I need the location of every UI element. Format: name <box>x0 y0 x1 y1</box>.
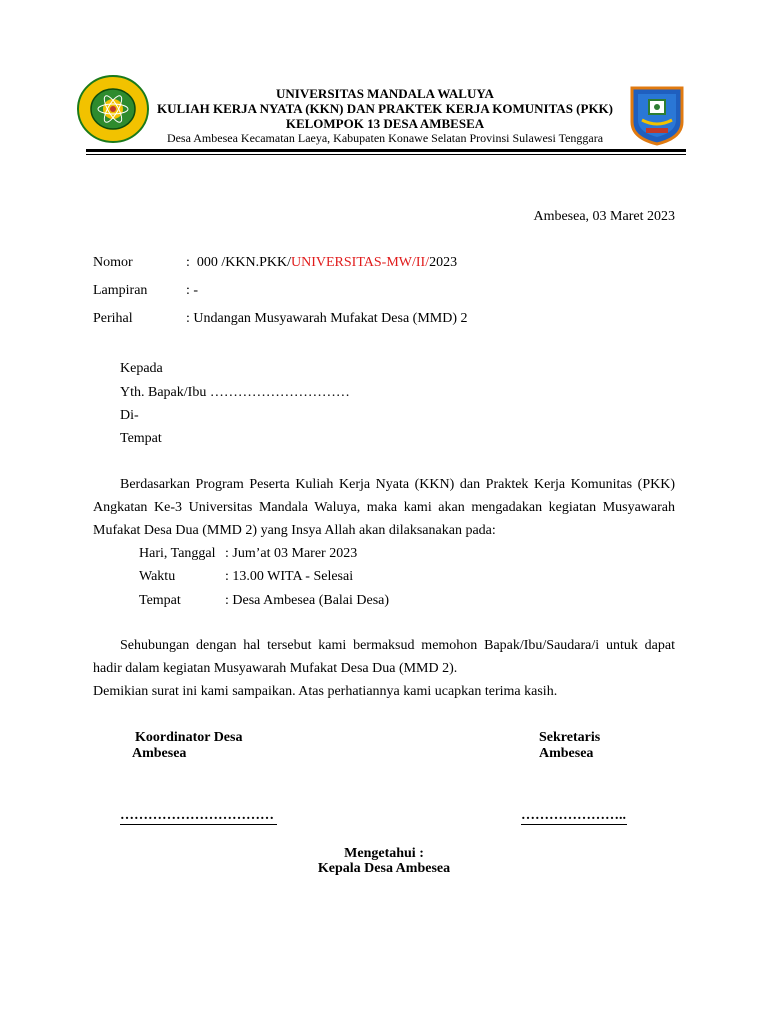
header-program: KULIAH KERJA NYATA (KKN) DAN PRAKTEK KERJA KOMUNITAS (PKK) <box>157 101 613 116</box>
header-divider-thin <box>86 154 686 155</box>
recipient-line-4: Tempat <box>120 431 162 446</box>
recipient-line-2: Yth. Bapak/Ibu ………………………… <box>120 385 350 400</box>
meta-label-attachment: Lampiran <box>93 283 148 298</box>
meta-label-number: Nomor <box>93 255 133 270</box>
sign-right-dots: ………………….. <box>521 808 626 823</box>
sign-left-title-1: Koordinator Desa <box>135 730 243 745</box>
letter-date: Ambesea, 03 Maret 2023 <box>533 209 675 224</box>
detail-value-place: : Desa Ambesea (Balai Desa) <box>225 593 390 608</box>
meta-value-number: : 000 /KKN.PKK/UNIVERSITAS-MW/II/2023 <box>186 255 458 270</box>
sign-right-underline <box>521 824 627 825</box>
header-divider-thick <box>86 149 686 152</box>
body-p1-line1: Berdasarkan Program Peserta Kuliah Kerja Nyata (KKN) dan Praktek Kerja Komunitas (PKK) <box>120 477 675 492</box>
header-group: KELOMPOK 13 DESA AMBESEA <box>285 116 485 131</box>
sign-left-underline <box>120 824 277 825</box>
detail-label-day: Hari, Tanggal <box>139 546 216 561</box>
detail-label-place: Tempat <box>139 593 181 608</box>
meta-value-subject: : Undangan Musyawarah Mufakat Desa (MMD) 2 <box>186 311 468 326</box>
body-p1-line3: Mufakat Desa Dua (MMD 2) yang Insya Allah akan dilaksanakan pada: <box>93 523 496 538</box>
university-logo <box>76 74 150 144</box>
body-p1-line2: Angkatan Ke-3 Universitas Mandala Waluya, maka kami akan mengadakan kegiatan Musyawarah <box>93 500 675 515</box>
recipient-line-3: Di- <box>120 408 139 423</box>
detail-label-time: Waktu <box>139 569 176 584</box>
regency-emblem <box>628 84 686 146</box>
recipient-line-1: Kepada <box>120 361 163 376</box>
detail-value-time: : 13.00 WITA - Selesai <box>225 569 354 584</box>
sign-left-title-2: Ambesea <box>132 746 187 761</box>
meta-label-subject: Perihal <box>93 311 133 326</box>
sign-left-dots: …………………………… <box>120 808 274 823</box>
sign-right-title-2: Ambesea <box>539 746 594 761</box>
acknowledge-title: Kepala Desa Ambesea <box>317 861 451 876</box>
header-address: Desa Ambesea Kecamatan Laeya, Kabupaten Konawe Selatan Provinsi Sulawesi Tenggara <box>166 131 604 145</box>
header-university: UNIVERSITAS MANDALA WALUYA <box>276 86 494 101</box>
meta-value-attachment: : - <box>186 283 199 298</box>
body-p2-line1: Sehubungan dengan hal tersebut kami bermaksud memohon Bapak/Ibu/Saudara/i untuk dapat <box>120 638 675 653</box>
body-closing: Demikian surat ini kami sampaikan. Atas perhatiannya kami ucapkan terima kasih. <box>93 684 558 699</box>
sign-right-title-1: Sekretaris <box>539 730 601 745</box>
acknowledge-label: Mengetahui : <box>344 846 424 861</box>
body-p2-line2: hadir dalam kegiatan Musyawarah Mufakat Desa Dua (MMD 2). <box>93 661 458 676</box>
detail-value-day: : Jum’at 03 Marer 2023 <box>225 546 358 561</box>
